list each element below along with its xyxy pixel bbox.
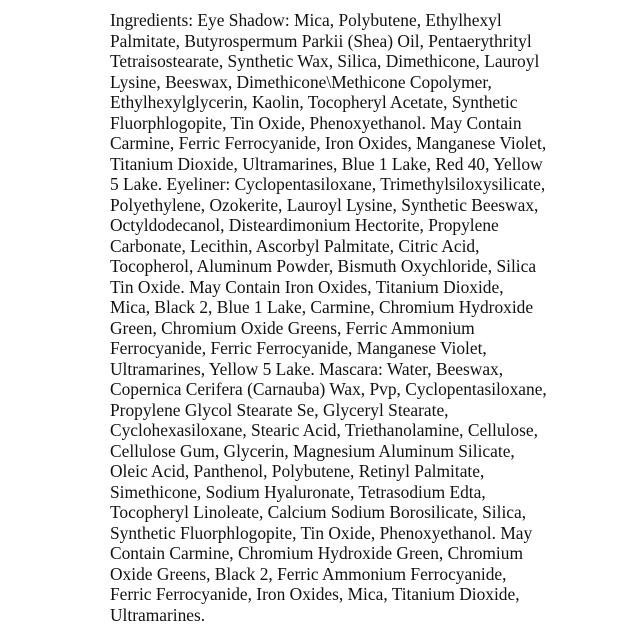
ingredients-line: Mica, Black 2, Blue 1 Lake, Carmine, Chromium Hydroxide [110, 297, 534, 317]
ingredients-line: Oleic Acid, Panthenol, Polybutene, Retinyl Palmitate, [110, 461, 485, 481]
ingredients-line: Octyldodecanol, Disteardimonium Hectorite, Propylene [110, 215, 499, 235]
ingredients-line: Tocopherol, Aluminum Powder, Bismuth Oxychloride, Silica [110, 256, 537, 276]
ingredients-line: Tin Oxide. May Contain Iron Oxides, Titanium Dioxide, [110, 276, 504, 297]
ingredients-line: Cellulose Gum, Glycerin, Magnesium Aluminum Silicate, [110, 440, 515, 461]
ingredients-line: Contain Carmine, Chromium Hydroxide Green, Chromium [110, 543, 523, 563]
ingredients-line: Polyethylene, Ozokerite, Lauroyl Lysine, Synthetic Beeswax, [110, 194, 539, 215]
ingredients-line: Tocopheryl Linoleate, Calcium Sodium Borosilicate, Silica, [110, 502, 527, 522]
ingredients-line: Green, Chromium Oxide Greens, Ferric Ammonium [110, 317, 475, 338]
ingredients-line: Propylene Glycol Stearate Se, Glyceryl Stearate, [110, 399, 449, 420]
ingredients-line: Fluorphlogopite, Tin Oxide, Phenoxyethanol. May Contain [110, 112, 522, 133]
ingredients-line: Copernica Cerifera (Carnauba) Wax, Pvp, Cyclopentasiloxane, [110, 379, 547, 399]
ingredients-line: Ultramarines, Yellow 5 Lake. Mascara: Water, Beeswax, [110, 358, 504, 379]
ingredients-line: 5 Lake. Eyeliner: Cyclopentasiloxane, Trimethylsiloxysilicate, [110, 174, 546, 194]
ingredients-line: Carbonate, Lecithin, Ascorbyl Palmitate, Citric Acid, [110, 235, 480, 256]
ingredients-line: Ferric Ferrocyanide, Iron Oxides, Mica, Titanium Dioxide, [110, 584, 520, 604]
ingredients-line: Simethicone, Sodium Hyaluronate, Tetrasodium Edta, [110, 481, 486, 502]
ingredients-line: Palmitate, Butyrospermum Parkii (Shea) Oil, Pentaerythrityl [110, 30, 532, 51]
ingredients-line: Titanium Dioxide, Ultramarines, Blue 1 Lake, Red 40, Yellow [110, 153, 543, 174]
ingredients-line: Oxide Greens, Black 2, Ferric Ammonium Ferrocyanide, [110, 563, 507, 584]
ingredients-line: Cyclohexasiloxane, Stearic Acid, Triethanolamine, Cellulose, [110, 420, 538, 440]
ingredients-paragraph [110, 10, 550, 625]
ingredients-line: Ethylhexylglycerin, Kaolin, Tocopheryl Acetate, Synthetic [110, 92, 518, 112]
ingredients-line: Lysine, Beeswax, Dimethicone\Methicone Copolymer, [110, 71, 492, 92]
ingredients-line: Carmine, Ferric Ferrocyanide, Iron Oxides, Manganese Violet, [110, 133, 547, 153]
ingredients-line: Ultramarines. [110, 604, 206, 625]
ingredients-line: Synthetic Fluorphlogopite, Tin Oxide, Phenoxyethanol. May [110, 522, 533, 543]
ingredients-line: Tetraisostearate, Synthetic Wax, Silica, Dimethicone, Lauroyl [110, 51, 540, 71]
ingredients-line: Ferrocyanide, Ferric Ferrocyanide, Manganese Violet, [110, 338, 487, 358]
ingredients-line: Ingredients: Eye Shadow: Mica, Polybutene, Ethylhexyl [110, 10, 502, 30]
